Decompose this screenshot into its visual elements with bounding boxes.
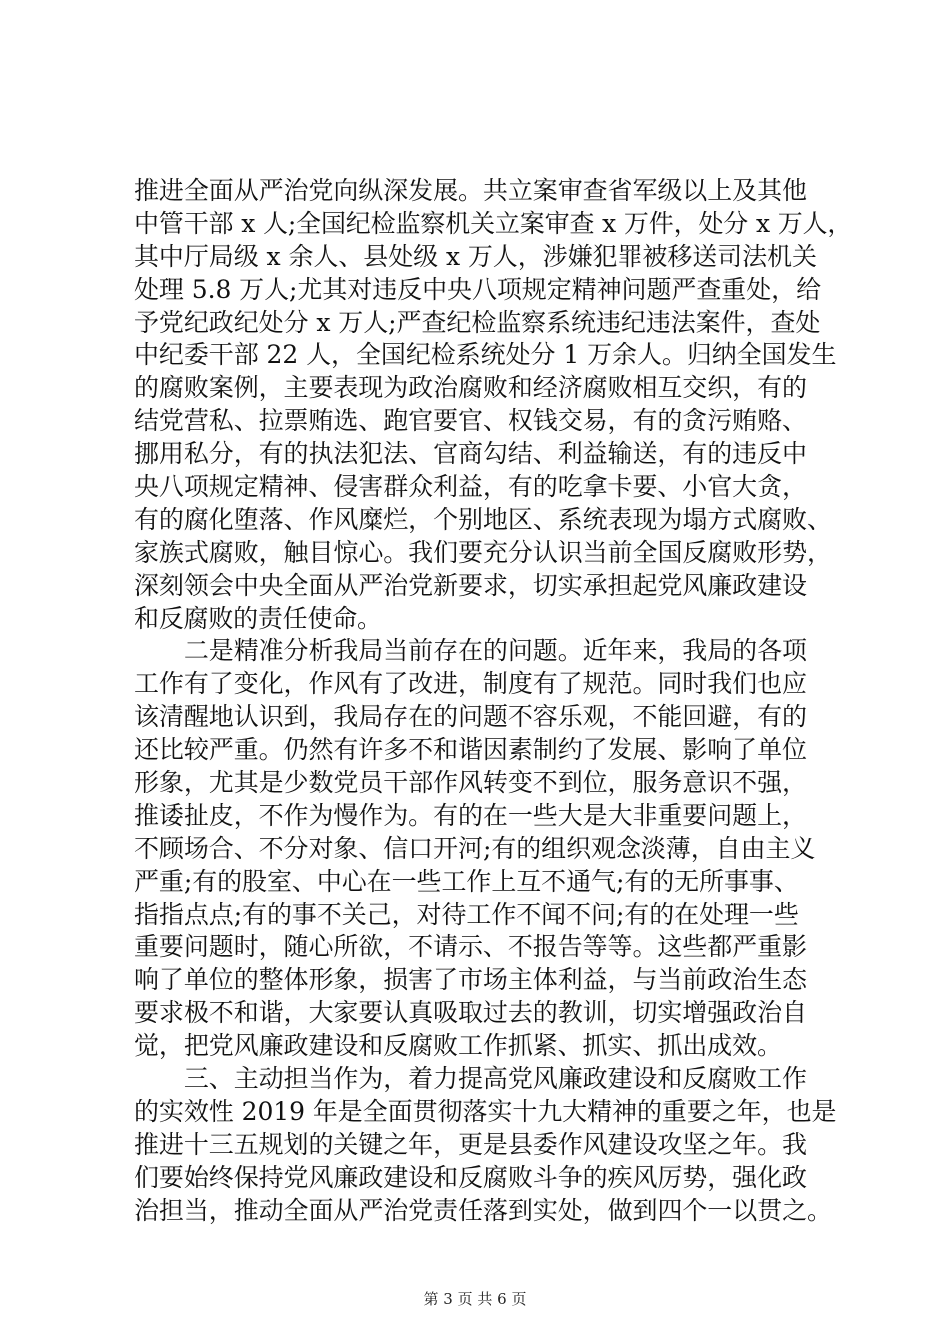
text-line: 中纪委干部 22 人，全国纪检系统处分 1 万余人。归纳全国发生 xyxy=(134,340,837,370)
text-line: 重要问题时，随心所欲，不请示、不报告等等。这些都严重影 xyxy=(134,932,807,962)
text-line: 响了单位的整体形象，损害了市场主体利益，与当前政治生态 xyxy=(134,965,807,995)
text-line: 深刻领会中央全面从严治党新要求，切实承担起党风廉政建设 xyxy=(134,570,807,600)
text-line: 指指点点;有的事不关己，对待工作不闻不问;有的在处理一些 xyxy=(134,899,799,929)
text-line: 形象，尤其是少数党员干部作风转变不到位，服务意识不强， xyxy=(134,768,807,798)
text-line: 们要始终保持党风廉政建设和反腐败斗争的疾风厉势，强化政 xyxy=(134,1162,807,1192)
text-line: 其中厅局级 x 余人、县处级 x 万人，涉嫌犯罪被移送司法机关 xyxy=(134,241,817,271)
text-line: 的实效性 2019 年是全面贯彻落实十九大精神的重要之年，也是 xyxy=(134,1096,837,1126)
text-line: 三、主动担当作为，着力提高党风廉政建设和反腐败工作 xyxy=(134,1064,807,1094)
text-line: 结党营私、拉票贿选、跑官要官、权钱交易，有的贪污贿赂、 xyxy=(134,406,807,436)
text-line: 中管干部 x 人;全国纪检监察机关立案审查 x 万件，处分 x 万人， xyxy=(134,208,853,238)
text-line: 工作有了变化，作风有了改进，制度有了规范。同时我们也应 xyxy=(134,669,807,699)
text-line: 治担当，推动全面从严治党责任落到实处，做到四个一以贯之。 xyxy=(134,1195,832,1225)
text-line: 觉，把党风廉政建设和反腐败工作抓紧、抓实、抓出成效。 xyxy=(134,1031,782,1061)
text-line: 挪用私分，有的执法犯法、官商勾结、利益输送，有的违反中 xyxy=(134,439,807,469)
text-line: 有的腐化堕落、作风糜烂，个别地区、系统表现为塌方式腐败、 xyxy=(134,504,832,534)
text-line: 的腐败案例，主要表现为政治腐败和经济腐败相互交织，有的 xyxy=(134,373,807,403)
text-line: 严重;有的股室、中心在一些工作上互不通气;有的无所事事、 xyxy=(134,866,799,896)
text-line: 不顾场合、不分对象、信口开河;有的组织观念淡薄，自由主义 xyxy=(134,833,816,863)
text-line: 二是精准分析我局当前存在的问题。近年来，我局的各项 xyxy=(134,636,807,666)
page-footer: 第 3 页 共 6 页 xyxy=(423,1290,527,1308)
text-line: 央八项规定精神、侵害群众利益，有的吃拿卡要、小官大贪， xyxy=(134,472,807,502)
text-line: 推诿扯皮，不作为慢作为。有的在一些大是大非重要问题上， xyxy=(134,800,807,830)
text-line: 要求极不和谐，大家要认真吸取过去的教训，切实增强政治自 xyxy=(134,998,807,1028)
text-line: 和反腐败的责任使命。 xyxy=(134,603,382,633)
text-line: 家族式腐败，触目惊心。我们要充分认识当前全国反腐败形势， xyxy=(134,537,832,567)
text-line: 推进十三五规划的关键之年，更是县委作风建设攻坚之年。我 xyxy=(134,1129,807,1159)
text-line: 还比较严重。仍然有许多不和谐因素制约了发展、影响了单位 xyxy=(134,735,807,765)
text-line: 予党纪政纪处分 x 万人;严查纪检监察系统违纪违法案件，查处 xyxy=(134,307,821,337)
text-line: 处理 5.8 万人;尤其对违反中央八项规定精神问题严查重处，给 xyxy=(134,274,822,304)
text-line: 推进全面从严治党向纵深发展。共立案审查省军级以上及其他 xyxy=(134,176,807,205)
text-line: 该清醒地认识到，我局存在的问题不容乐观，不能回避，有的 xyxy=(134,702,807,732)
body-text xyxy=(134,175,854,1228)
